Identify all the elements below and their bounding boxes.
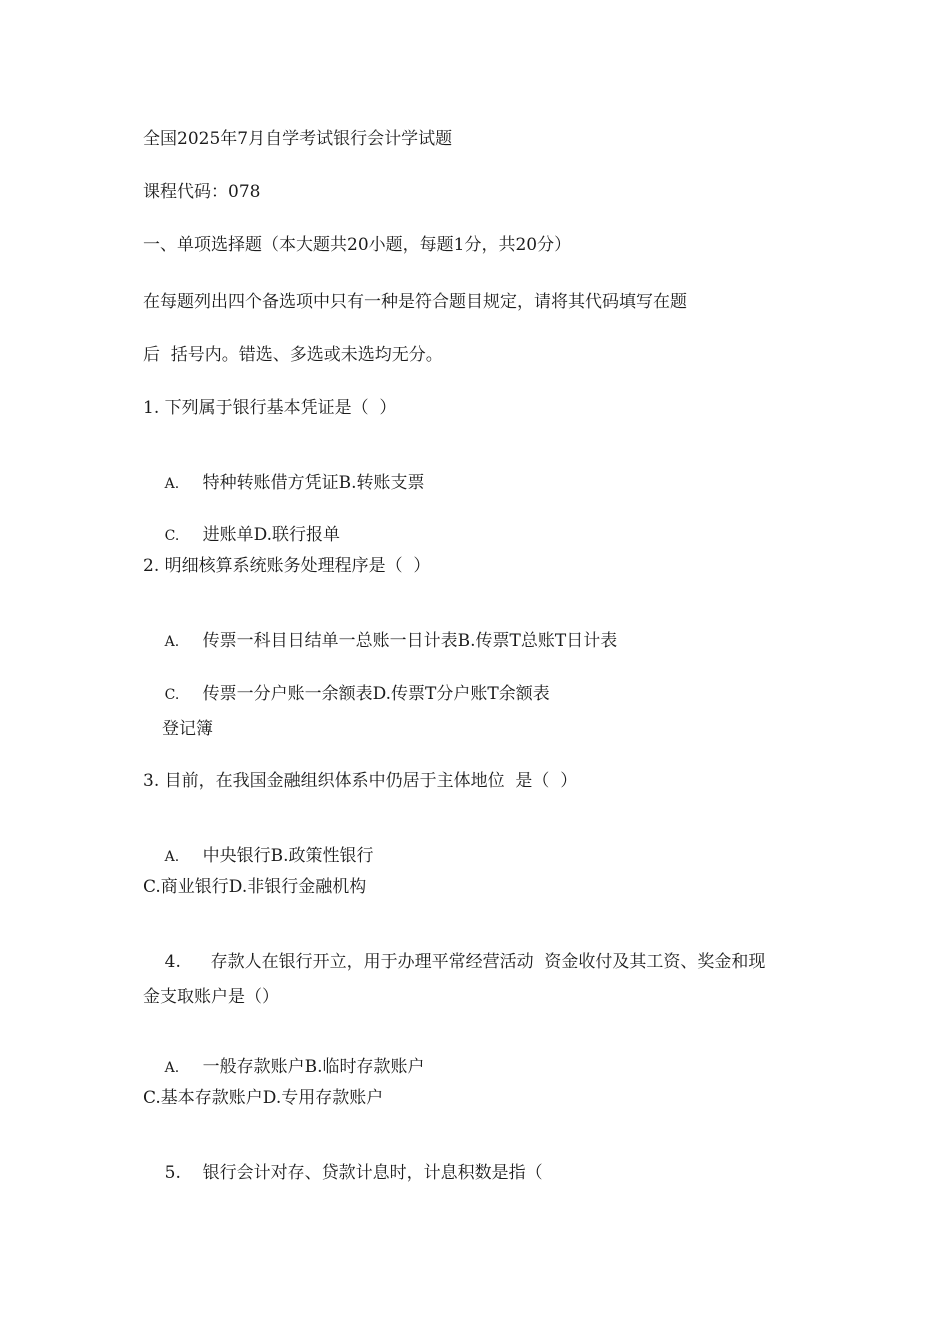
question-5-stem: [143, 1140, 543, 1206]
question-text: 银行会计对存、贷款计息时，计息积数是指（: [202, 1163, 543, 1183]
question-number: 5.: [164, 1163, 181, 1183]
course-code: 课程代码：078: [143, 182, 261, 202]
question-2-continuation: 登记簿: [162, 719, 213, 739]
option-label: C.: [164, 528, 180, 544]
question-1-stem: 1. 下列属于银行基本凭证是（ ）: [143, 398, 397, 418]
option-label: A.: [164, 634, 180, 650]
option-label: C.: [164, 687, 180, 703]
option-text: 进账单D.联行报单: [202, 525, 341, 545]
instruction-line-1: 在每题列出四个备选项中只有一种是符合题目规定，请将其代码填写在题: [143, 292, 687, 312]
question-3-option-cd: C.商业银行D.非银行金融机构: [143, 877, 367, 897]
option-text: 传票一分户账一余额表D.传票T分户账T余额表: [202, 684, 550, 704]
option-text: 一般存款账户B.临时存款账户: [202, 1057, 425, 1077]
question-4-option-cd: C.基本存款账户D.专用存款账户: [143, 1088, 384, 1108]
question-4-stem-line-2: 金支取账户是（）: [143, 987, 279, 1007]
question-3-stem: 3. 目前，在我国金融组织体系中仍居于主体地位 是（ ）: [143, 771, 578, 791]
option-label: A.: [164, 849, 180, 865]
section-heading: 一、单项选择题（本大题共20小题，每题1分，共20分）: [143, 235, 572, 255]
option-text: 中央银行B.政策性银行: [202, 846, 374, 866]
question-2-stem: 2. 明细核算系统账务处理程序是（ ）: [143, 556, 431, 576]
question-number: 4.: [164, 952, 181, 972]
exam-title: 全国2025年7月自学考试银行会计学试题: [143, 129, 453, 149]
option-label: A.: [164, 476, 180, 492]
option-text: 特种转账借方凭证B.转账支票: [202, 473, 425, 493]
option-text: 传票一科目日结单一总账一日计表B.传票T总账T日计表: [202, 631, 618, 651]
option-label: A.: [164, 1060, 180, 1076]
instruction-line-2: 后 括号内。错选、多选或未选均无分。: [143, 345, 443, 365]
question-text: 存款人在银行开立，用于办理平常经营活动 资金收付及其工资、奖金和现: [210, 952, 766, 972]
